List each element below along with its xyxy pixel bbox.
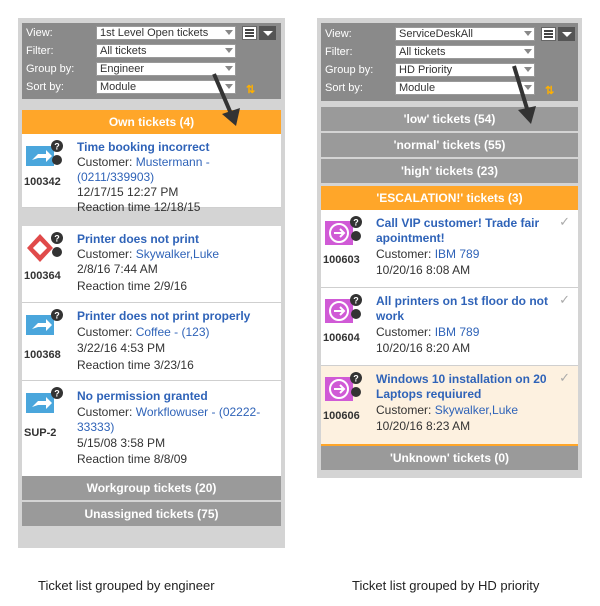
- svg-text:?: ?: [54, 388, 60, 399]
- sort-label: Sort by:: [325, 82, 363, 94]
- group-header-escalation[interactable]: 'ESCALATION!' tickets (3): [321, 186, 578, 210]
- chevron-down-icon: [524, 49, 532, 54]
- customer-label: Customer:: [376, 325, 432, 339]
- grid-view-icon[interactable]: [541, 27, 556, 41]
- ticket-date: 10/20/16 8:20 AM: [376, 341, 471, 355]
- ticket-title[interactable]: Call VIP customer! Trade fair apointment!: [376, 216, 540, 245]
- customer-link[interactable]: Workflowuser - (02222-33333): [77, 405, 261, 434]
- ticket-customer-line: [376, 403, 572, 418]
- ticket-number: 100603: [323, 254, 360, 266]
- view-row: [22, 25, 281, 41]
- ticket-title[interactable]: Time booking incorrect: [77, 140, 210, 154]
- customer-label: Customer:: [77, 247, 133, 261]
- ticket-item[interactable]: [321, 210, 578, 288]
- view-icons: [242, 25, 278, 41]
- view-label: View:: [26, 27, 53, 39]
- svg-text:?: ?: [353, 295, 359, 306]
- view-select[interactable]: [96, 26, 236, 40]
- ticket-date: 10/20/16 8:08 AM: [376, 263, 471, 277]
- ticket-customer-line: [77, 155, 275, 185]
- group-label: Group by:: [26, 63, 75, 75]
- ticket-title[interactable]: Printer does not print: [77, 232, 200, 246]
- chevron-down-icon: [225, 48, 233, 53]
- chevron-down-icon: [225, 30, 233, 35]
- ticket-item[interactable]: [22, 303, 281, 381]
- sort-value: Module: [100, 81, 137, 93]
- group-header-low[interactable]: 'low' tickets (54): [321, 107, 578, 131]
- ticket-title[interactable]: All printers on 1st floor do not work: [376, 294, 548, 323]
- customer-link[interactable]: Coffee - (123): [135, 325, 210, 339]
- ticket-customer-line: [77, 405, 275, 435]
- ticket-reaction-time: Reaction time 2/9/16: [77, 279, 188, 293]
- arrow-annotation-right: [500, 62, 550, 128]
- sort-direction-icon[interactable]: ⇅: [545, 85, 555, 97]
- menu-dropdown-icon[interactable]: [558, 27, 575, 41]
- chevron-down-icon: [524, 31, 532, 36]
- ticket-reaction-time: Reaction time 3/23/16: [77, 358, 194, 372]
- group-header-workgroup[interactable]: Workgroup tickets (20): [22, 476, 281, 500]
- view-icons: [541, 26, 577, 42]
- group-value: HD Priority: [399, 64, 453, 76]
- group-label: Group by:: [325, 64, 374, 76]
- ticket-number: 100606: [323, 410, 360, 422]
- sort-direction-icon[interactable]: ⇅: [246, 84, 256, 96]
- filter-row: [321, 44, 578, 60]
- ticket-date: 10/20/16 8:23 AM: [376, 419, 471, 433]
- ticket-customer-line: [376, 325, 572, 340]
- ticket-purple-icon: [325, 216, 363, 248]
- caption-right: Ticket list grouped by HD priority: [352, 578, 540, 593]
- ticket-reaction-time: Reaction time 12/18/15: [77, 200, 201, 214]
- filter-select[interactable]: [96, 44, 236, 58]
- view-value: 1st Level Open tickets: [100, 27, 209, 39]
- customer-link[interactable]: IBM 789: [434, 247, 480, 261]
- group-header-unassigned[interactable]: Unassigned tickets (75): [22, 502, 281, 526]
- customer-label: Customer:: [77, 405, 133, 419]
- svg-text:?: ?: [353, 373, 359, 384]
- checkmark-icon[interactable]: ✓: [559, 370, 570, 385]
- filter-label: Filter:: [325, 46, 353, 58]
- ticket-purple-icon: [325, 372, 363, 404]
- view-value: ServiceDeskAll: [399, 28, 473, 40]
- view-label: View:: [325, 28, 352, 40]
- svg-text:?: ?: [54, 233, 60, 244]
- ticket-customer-line: [77, 325, 275, 340]
- ticket-item[interactable]: [321, 288, 578, 366]
- customer-label: Customer:: [77, 155, 133, 169]
- sort-label: Sort by:: [26, 81, 64, 93]
- ticket-customer-line: [376, 247, 572, 262]
- arrow-annotation-left: [200, 70, 250, 130]
- group-header-high[interactable]: 'high' tickets (23): [321, 159, 578, 183]
- ticket-purple-icon: [325, 294, 363, 326]
- ticket-customer-line: [77, 247, 275, 262]
- filter-select[interactable]: [395, 45, 535, 59]
- group-header-unknown[interactable]: 'Unknown' tickets (0): [321, 446, 578, 470]
- filter-value: All tickets: [399, 46, 446, 58]
- ticket-date: 12/17/15 12:27 PM: [77, 185, 179, 199]
- ticket-title[interactable]: Windows 10 installation on 20 Laptops requiured: [376, 372, 547, 401]
- customer-label: Customer:: [376, 247, 432, 261]
- grid-view-icon[interactable]: [242, 26, 257, 40]
- checkmark-icon[interactable]: ✓: [559, 292, 570, 307]
- filter-row: [22, 43, 281, 59]
- ticket-date: 5/15/08 3:58 PM: [77, 436, 166, 450]
- customer-link[interactable]: Skywalker,Luke: [434, 403, 519, 417]
- ticket-item-selected[interactable]: [321, 366, 578, 446]
- sort-value: Module: [399, 82, 436, 94]
- filter-label: Filter:: [26, 45, 54, 57]
- ticket-blue-icon: [26, 387, 64, 419]
- caption-left: Ticket list grouped by engineer: [38, 578, 215, 593]
- checkmark-icon[interactable]: ✓: [559, 214, 570, 229]
- svg-text:?: ?: [353, 217, 359, 228]
- ticket-reaction-time: Reaction time 8/8/09: [77, 452, 188, 466]
- customer-link[interactable]: Skywalker,Luke: [135, 247, 220, 261]
- ticket-title[interactable]: No permission granted: [77, 389, 208, 403]
- ticket-number: SUP-2: [24, 427, 57, 439]
- group-header-normal[interactable]: 'normal' tickets (55): [321, 133, 578, 157]
- svg-text:?: ?: [54, 310, 60, 321]
- customer-link[interactable]: IBM 789: [434, 325, 480, 339]
- view-select[interactable]: [395, 27, 535, 41]
- ticket-number: 100364: [24, 270, 61, 282]
- ticket-item[interactable]: [22, 381, 281, 481]
- ticket-blue-icon: [26, 140, 64, 172]
- ticket-item[interactable]: [22, 226, 281, 303]
- ticket-date: 2/8/16 7:44 AM: [77, 262, 158, 276]
- customer-label: Customer:: [77, 325, 133, 339]
- filter-value: All tickets: [100, 45, 147, 57]
- ticket-date: 3/22/16 4:53 PM: [77, 341, 166, 355]
- ticket-number: 100368: [24, 349, 61, 361]
- ticket-title[interactable]: Printer does not print properly: [77, 309, 251, 323]
- svg-text:?: ?: [54, 141, 60, 152]
- ticket-red-diamond-icon: [26, 232, 64, 264]
- ticket-number: 100342: [24, 176, 61, 188]
- ticket-item[interactable]: [22, 134, 281, 214]
- customer-link[interactable]: Mustermann - (0211/339903): [77, 155, 210, 184]
- group-header-own[interactable]: Own tickets (4): [22, 110, 281, 134]
- view-row: [321, 26, 578, 42]
- customer-label: Customer:: [376, 403, 432, 417]
- ticket-blue-icon: [26, 309, 64, 341]
- group-value: Engineer: [100, 63, 145, 75]
- ticket-number: 100604: [323, 332, 360, 344]
- menu-dropdown-icon[interactable]: [259, 26, 276, 40]
